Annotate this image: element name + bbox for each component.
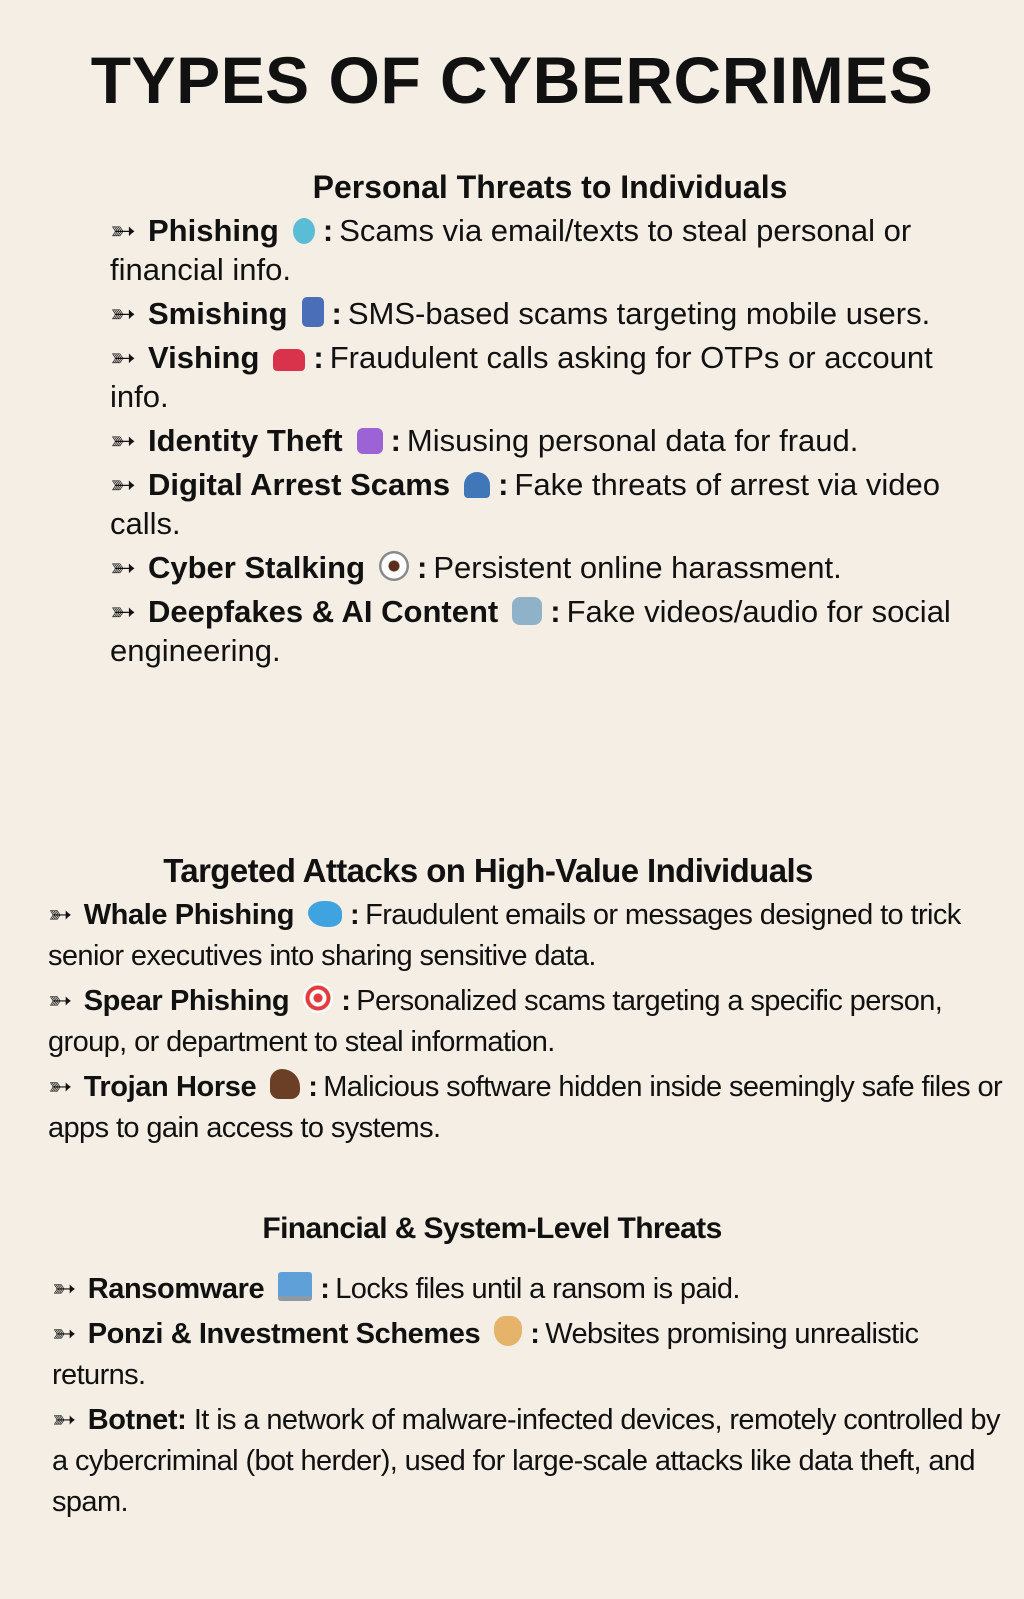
item-term: Spear Phishing xyxy=(83,985,290,1017)
item-term: Cyber Stalking xyxy=(147,550,366,585)
section-heading: Personal Threats to Individuals xyxy=(312,169,788,205)
arrow-icon: ➳ xyxy=(52,1273,76,1305)
dart-target-icon xyxy=(303,983,333,1013)
item-description: Personalized scams targeting a specific person, group, or department to steal information. xyxy=(48,985,943,1058)
list-item-ponzi: ➳ Ponzi & Investment Schemes : Websites promising unrealistic returns. xyxy=(52,1318,919,1391)
item-description: Misusing personal data for fraud. xyxy=(406,423,859,458)
item-term: Botnet: xyxy=(87,1404,187,1436)
item-term: Phishing xyxy=(147,213,279,248)
fishing-person-icon xyxy=(293,218,315,244)
item-description: SMS-based scams targeting mobile users. xyxy=(347,296,931,331)
item-term: Identity Theft xyxy=(147,423,343,458)
list-item-phishing: ➳ Phishing : Scams via email/texts to steal personal or financial info. xyxy=(110,213,912,287)
item-description: Fraudulent calls asking for OTPs or account info. xyxy=(110,340,933,414)
item-description: Fake threats of arrest via video calls. xyxy=(110,467,940,541)
list-item-ransomware: ➳ Ransomware : Locks files until a ransom is paid. xyxy=(52,1273,740,1305)
list-item-spear-phishing: ➳ Spear Phishing : Personalized scams targeting a specific person, group, or department to steal information. xyxy=(48,985,943,1058)
eye-icon xyxy=(379,551,409,581)
list-item-digital-arrest: ➳ Digital Arrest Scams : Fake threats of arrest via video calls. xyxy=(110,467,940,541)
arrow-icon: ➳ xyxy=(48,985,72,1017)
list-item-botnet xyxy=(52,1400,1012,1523)
arrow-icon: ➳ xyxy=(110,423,136,458)
section-heading: Financial & System-Level Threats xyxy=(262,1212,722,1245)
whale-icon xyxy=(308,901,342,927)
item-term: Ransomware xyxy=(87,1273,265,1305)
arrow-icon: ➳ xyxy=(52,1318,76,1350)
item-description: Scams via email/texts to steal personal or financial info. xyxy=(110,213,912,287)
police-officer-icon xyxy=(464,472,490,498)
robot-icon xyxy=(512,597,542,625)
arrow-icon: ➳ xyxy=(110,550,136,585)
mobile-phone-icon xyxy=(302,297,324,327)
item-term: Smishing xyxy=(147,296,288,331)
item-description: Malicious software hidden inside seemingly safe files or apps to gain access to systems. xyxy=(48,1071,1003,1144)
item-term: Trojan Horse xyxy=(83,1071,257,1103)
arrow-icon: ➳ xyxy=(48,1071,72,1103)
section-personal-threats xyxy=(110,168,990,675)
laptop-icon xyxy=(278,1272,312,1301)
horse-icon xyxy=(270,1069,300,1099)
item-description: It is a network of malware-infected devices, remotely controlled by a cybercriminal (bot herder), used for large-scale attacks like data theft, and spam. xyxy=(52,1404,1000,1518)
list-item-identity-theft: ➳ Identity Theft : Misusing personal data for fraud. xyxy=(110,423,859,458)
list-item-vishing: ➳ Vishing : Fraudulent calls asking for OTPs or account info. xyxy=(110,340,933,414)
section-financial-threats xyxy=(52,1208,1012,1527)
money-bag-icon xyxy=(494,1316,522,1346)
item-description: Fraudulent emails or messages designed to trick senior executives into sharing sensitive data. xyxy=(48,899,961,972)
item-term: Digital Arrest Scams xyxy=(147,467,451,502)
item-term: Ponzi & Investment Schemes xyxy=(87,1318,481,1350)
item-description: Websites promising unrealistic returns. xyxy=(52,1318,919,1391)
item-term: Deepfakes & AI Content xyxy=(147,594,499,629)
telephone-icon xyxy=(273,349,305,371)
list-item-cyber-stalking: ➳ Cyber Stalking : Persistent online harassment. xyxy=(110,550,842,585)
list-item-smishing: ➳ Smishing : SMS-based scams targeting mobile users. xyxy=(110,296,931,331)
list-item-trojan-horse: ➳ Trojan Horse : Malicious software hidden inside seemingly safe files or apps to gain access to systems. xyxy=(48,1071,1003,1144)
item-term: Whale Phishing xyxy=(83,899,295,931)
section-heading: Targeted Attacks on High-Value Individuals xyxy=(163,852,813,889)
item-description: Locks files until a ransom is paid. xyxy=(335,1273,740,1305)
arrow-icon: ➳ xyxy=(110,467,136,502)
item-description: Fake videos/audio for social engineering. xyxy=(110,594,951,668)
id-icon xyxy=(357,428,383,454)
section-targeted-attacks xyxy=(48,850,1008,1153)
arrow-icon: ➳ xyxy=(48,899,72,931)
item-description: Persistent online harassment. xyxy=(433,550,842,585)
arrow-icon: ➳ xyxy=(110,340,136,375)
page-title: TYPES OF CYBERCRIMES xyxy=(90,43,934,117)
arrow-icon: ➳ xyxy=(110,213,136,248)
arrow-icon: ➳ xyxy=(110,594,136,629)
list-item-deepfakes: ➳ Deepfakes & AI Content : Fake videos/audio for social engineering. xyxy=(110,594,951,668)
arrow-icon: ➳ xyxy=(110,296,136,331)
item-term: Vishing xyxy=(147,340,260,375)
arrow-icon: ➳ xyxy=(52,1404,76,1436)
list-item-whale-phishing: ➳ Whale Phishing : Fraudulent emails or messages designed to trick senior executives into sharing sensitive data. xyxy=(48,899,961,972)
